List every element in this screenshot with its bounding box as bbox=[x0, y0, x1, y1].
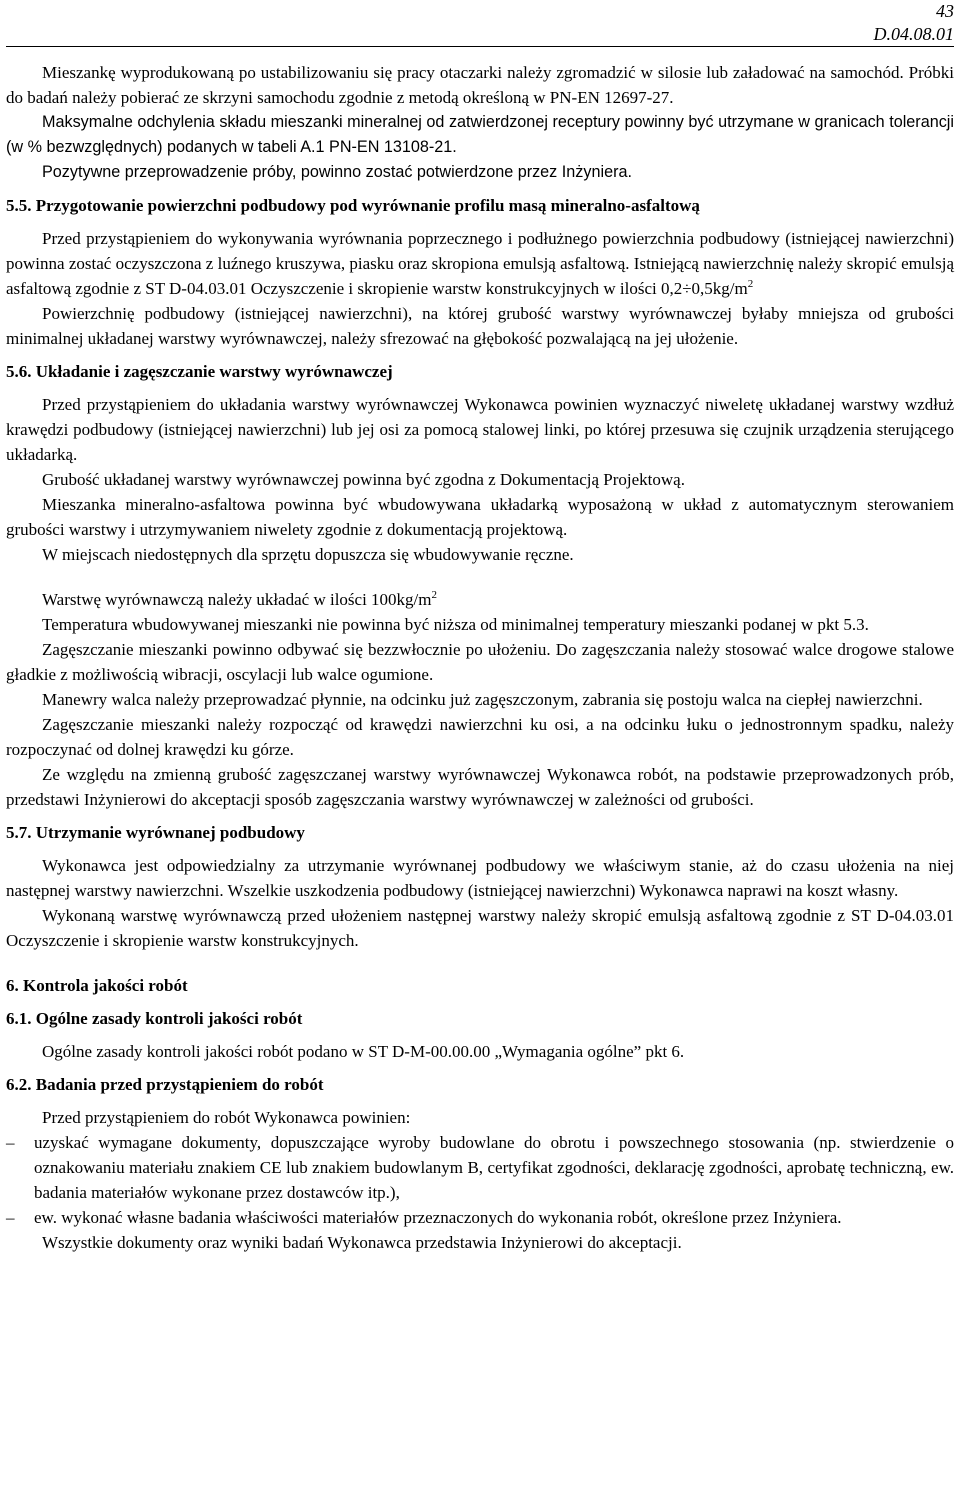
section-6-2-paragraph-2: Wszystkie dokumenty oraz wyniki badań Wykonawca przedstawia Inżynierowi do akceptacji. bbox=[42, 1233, 682, 1252]
section-5-5-heading: 5.5. Przygotowanie powierzchni podbudowy pod wyrównanie profilu masą mineralno-asfaltową bbox=[6, 196, 700, 215]
section-5-5-paragraph-2: Powierzchnię podbudowy (istniejącej nawierzchni), na której grubość warstwy wyrównawczej byłaby mniejsza od grubości minimalnej układanej warstwy wyrównawczej, należy sfrezować na głębokość pozwalającą na jej ułożenie. bbox=[6, 304, 954, 348]
section-6-1-heading: 6.1. Ogólne zasady kontroli jakości robót bbox=[6, 1009, 303, 1028]
list-item bbox=[6, 1205, 954, 1230]
section-5-7-paragraph-2: Wykonaną warstwę wyrównawczą przed ułożeniem następnej warstwy należy skropić emulsją asfaltową zgodnie z ST D-04.03.01 Oczyszczenie i skropienie warstw konstrukcyjnych. bbox=[6, 906, 954, 950]
section-5-6-paragraph-5 bbox=[6, 587, 954, 612]
section-5-6-paragraph-4: W miejscach niedostępnych dla sprzętu dopuszcza się wbudowywanie ręczne. bbox=[42, 545, 574, 564]
section-5-6-paragraph-10: Ze względu na zmienną grubość zagęszczanej warstwy wyrównawczej Wykonawca robót, na podstawie przeprowadzonych prób, przedstawi Inżynierowi do akceptacji sposób zagęszczania warstwy wyrównawczej w zależności od grubości. bbox=[6, 765, 954, 809]
unit-superscript: 2 bbox=[431, 589, 437, 601]
list-item-text: uzyskać wymagane dokumenty, dopuszczające wyroby budowlane do obrotu i powszechnego stosowania (np. stwierdzenie o oznakowaniu materiału znakiem CE lub znakiem budowlanym B, certyfikat zgodności, deklarację zgodności, aprobatę techniczną, ew. badania materiałów wykonane przez dostawców itp.), bbox=[34, 1133, 954, 1202]
section-5-6-paragraph-2: Grubość układanej warstwy wyrównawczej powinna być zgodna z Dokumentacją Projektową. bbox=[42, 470, 685, 489]
section-5-6-paragraph-6: Temperatura wbudowywanej mieszanki nie powinna być niższa od minimalnej temperatury mieszanki podanej w pkt 5.3. bbox=[42, 615, 869, 634]
document-code: D.04.08.01 bbox=[873, 24, 954, 44]
section-5-6-paragraph-8: Manewry walca należy przeprowadzać płynnie, na odcinku już zagęszczonym, zabrania się postoju walca na ciepłej nawierzchni. bbox=[42, 690, 923, 709]
list-item-text: ew. wykonać własne badania właściwości materiałów przeznaczonych do wykonania robót, określone przez Inżyniera. bbox=[34, 1208, 842, 1227]
section-6-1-paragraph-1: Ogólne zasady kontroli jakości robót podano w ST D-M-00.00.00 „Wymagania ogólne” pkt 6. bbox=[42, 1042, 685, 1061]
section-6-heading: 6. Kontrola jakości robót bbox=[6, 976, 188, 995]
section-5-5-paragraph-1-text: Przed przystąpieniem do wykonywania wyrównania poprzecznego i podłużnego powierzchnia podbudowy (istniejącej nawierzchni) powinna zostać oczyszczona z luźnego kruszywa, piasku oraz skropiona emulsją asfaltową. Istniejącą nawierzchnię należy skropić emulsją asfaltową zgodnie z ST D-04.03.01 Oczyszczenie i skropienie warstw konstrukcyjnych w ilości 0,2÷0,5kg/m bbox=[6, 229, 954, 298]
intro-paragraph-2: Maksymalne odchylenia składu mieszanki mineralnej od zatwierdzonej receptury powinny być utrzymane w granicach tolerancji (w % bezwzględnych) podanych w tabeli A.1 PN-EN 13108-21. bbox=[6, 113, 954, 156]
section-5-6-paragraph-9: Zagęszczanie mieszanki należy rozpocząć od krawędzi nawierzchni ku osi, a na odcinku łuku o jednostronnym spadku, należy rozpoczynać od dolnej krawędzi ku górze. bbox=[6, 715, 954, 759]
section-5-6-paragraph-5-text: Warstwę wyrównawczą należy układać w ilości 100kg/m bbox=[42, 590, 432, 609]
section-5-6-paragraph-1: Przed przystąpieniem do układania warstwy wyrównawczej Wykonawca powinien wyznaczyć niweletę układanej warstwy wzdłuż krawędzi podbudowy (istniejącej nawierzchni) lub jej osi za pomocą stalowej linki, po której przesuwa się czujnik urządzenia sterującego układarką. bbox=[6, 395, 954, 464]
section-5-5-paragraph-1 bbox=[6, 226, 954, 301]
requirements-list bbox=[6, 1130, 954, 1230]
section-5-7-paragraph-1: Wykonawca jest odpowiedzialny za utrzymanie wyrównanej podbudowy we właściwym stanie, aż do czasu ułożenia na niej następnej warstwy nawierzchni. Wszelkie uszkodzenia podbudowy (istniejącej nawierzchni) Wykonawca naprawi na koszt własny. bbox=[6, 856, 954, 900]
section-5-6-heading: 5.6. Układanie i zagęszczanie warstwy wyrównawczej bbox=[6, 362, 393, 381]
section-5-6-paragraph-7: Zagęszczanie mieszanki powinno odbywać się bezzwłocznie po ułożeniu. Do zagęszczania należy stosować walce drogowe stalowe gładkie z możliwością wibracji, oscylacji lub walce ogumione. bbox=[6, 640, 954, 684]
section-5-7-heading: 5.7. Utrzymanie wyrównanej podbudowy bbox=[6, 823, 305, 842]
dash-bullet: – bbox=[6, 1208, 15, 1227]
intro-paragraph-3: Pozytywne przeprowadzenie próby, powinno zostać potwierdzone przez Inżyniera. bbox=[42, 163, 632, 181]
header-rule bbox=[6, 46, 954, 47]
document-body bbox=[6, 60, 954, 1255]
list-item bbox=[6, 1130, 954, 1205]
section-5-6-paragraph-3: Mieszanka mineralno-asfaltowa powinna być wbudowywana układarką wyposażoną w układ z automatycznym sterowaniem grubości warstwy i utrzymywaniem niwelety zgodnie z dokumentacją projektową. bbox=[6, 495, 954, 539]
page-header bbox=[874, 0, 955, 46]
section-6-2-heading: 6.2. Badania przed przystąpieniem do robót bbox=[6, 1075, 324, 1094]
dash-bullet: – bbox=[6, 1133, 15, 1152]
section-6-2-paragraph-1: Przed przystąpieniem do robót Wykonawca powinien: bbox=[42, 1108, 411, 1127]
page-number: 43 bbox=[936, 1, 954, 21]
intro-paragraph-1: Mieszankę wyprodukowaną po ustabilizowaniu się pracy otaczarki należy zgromadzić w silosie lub załadować na samochód. Próbki do badań należy pobierać ze skrzyni samochodu zgodnie z metodą określoną w PN-EN 12697-27. bbox=[6, 63, 954, 107]
unit-superscript: 2 bbox=[747, 278, 754, 290]
